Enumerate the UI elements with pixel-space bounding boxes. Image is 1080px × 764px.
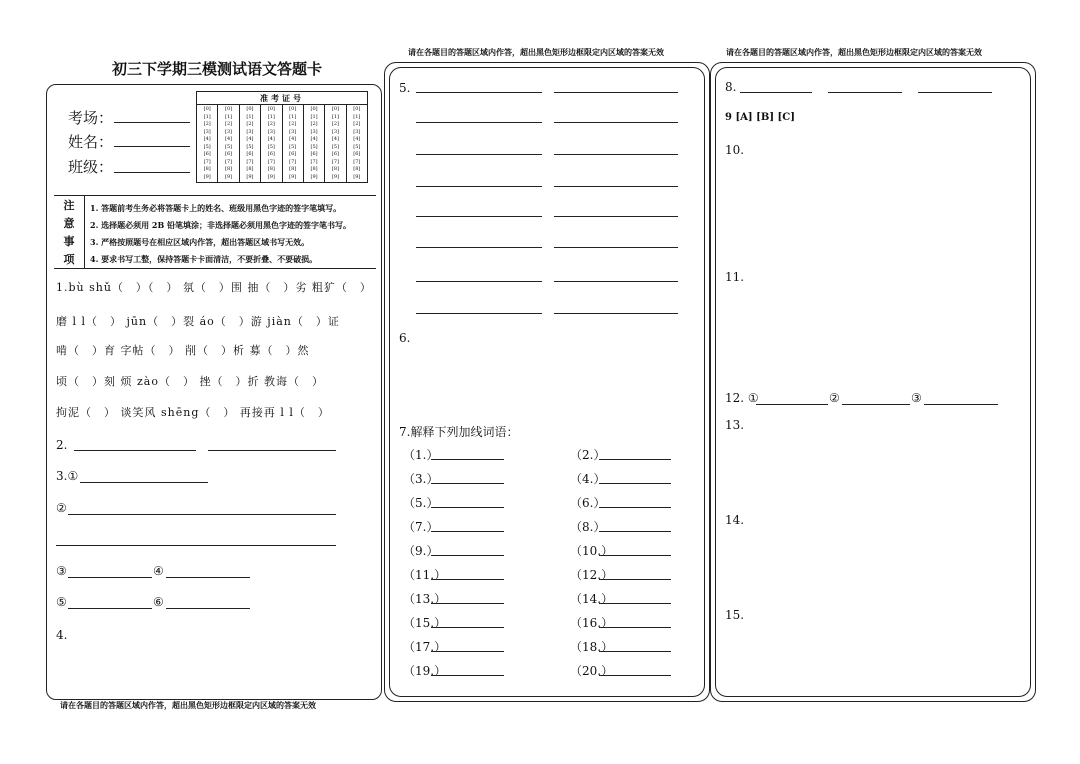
admission-digit-bubble[interactable]: [8] [267, 166, 275, 173]
admission-digit-bubble[interactable]: [4] [310, 136, 318, 143]
name-field[interactable] [114, 146, 190, 147]
admission-digit-column [218, 105, 239, 182]
admission-digit-bubble[interactable]: [4] [267, 136, 275, 143]
q7-item-label: （10.） [570, 544, 614, 558]
q12-answer-line[interactable] [756, 404, 828, 405]
admission-digit-bubble[interactable]: [5] [310, 143, 318, 150]
q7-answer-line[interactable] [431, 651, 504, 652]
notice-item: 4. 要求书写工整，保持答题卡卡面清洁，不要折叠、不要破损。 [90, 254, 318, 264]
q7-item-label: （1.） [403, 448, 439, 462]
q5-answer-line[interactable] [416, 216, 542, 217]
admission-digit-bubble[interactable]: [7] [267, 158, 275, 165]
admission-digit-column [325, 105, 346, 182]
admission-digit-bubble[interactable]: [5] [225, 143, 233, 150]
admission-digit-bubble[interactable]: [8] [225, 166, 233, 173]
q5-answer-line[interactable] [554, 154, 678, 155]
q13-label: 13. [725, 418, 745, 432]
q9-choices[interactable]: 9 [A] [B] [C] [725, 112, 795, 123]
q7-item-label: （3.） [403, 472, 439, 486]
admission-digit-bubble[interactable]: [6] [203, 151, 211, 158]
admission-digit-bubble[interactable]: [5] [267, 143, 275, 150]
q7-item-label: （7.） [403, 520, 439, 534]
admission-digit-bubble[interactable]: [4] [331, 136, 339, 143]
admission-number-grid [196, 91, 368, 183]
q5-label: 5. [399, 81, 411, 95]
admission-digit-bubble[interactable]: [8] [246, 166, 254, 173]
admission-digit-bubble[interactable]: [9] [310, 173, 318, 180]
q2-answer-line[interactable] [74, 450, 196, 451]
q2-answer-line[interactable] [208, 450, 336, 451]
q7-answer-line[interactable] [431, 531, 504, 532]
q7-answer-line[interactable] [431, 675, 504, 676]
q12-3-label: ③ [911, 391, 922, 405]
admission-digit-bubble[interactable]: [1] [246, 113, 254, 120]
q12-answer-line[interactable] [924, 404, 998, 405]
q8-label: 8. [725, 80, 737, 94]
admission-digit-bubble[interactable]: [2] [310, 121, 318, 128]
notice-list [90, 200, 376, 268]
admission-digit-bubble[interactable]: [8] [331, 166, 339, 173]
admission-digit-bubble[interactable]: [0] [289, 106, 297, 113]
page-title: 初三下学期三模测试语文答题卡 [112, 60, 323, 78]
q7-answer-line[interactable] [599, 531, 671, 532]
admission-digit-bubble[interactable]: [8] [310, 166, 318, 173]
q8-answer-line[interactable] [740, 92, 812, 93]
q7-item-label: （17.） [403, 640, 447, 654]
q3-answer-line[interactable] [166, 608, 250, 609]
q1-row: 磨 l l（ ） jūn（ ）裂 áo（ ）游 jiàn（ ）证 [56, 315, 340, 328]
q1-row: 拘泥（ ） 谈笑风 shēng（ ） 再接再 l l（ ） [56, 406, 330, 419]
q7-answer-line[interactable] [431, 459, 504, 460]
right-answer-panel-inner [715, 67, 1031, 697]
admission-digit-bubble[interactable]: [5] [331, 143, 339, 150]
name-label: 姓名： [68, 133, 114, 151]
q7-answer-line[interactable] [431, 483, 504, 484]
admission-digit-column [240, 105, 261, 182]
q5-answer-line[interactable] [554, 186, 678, 187]
admission-digit-bubble[interactable]: [7] [225, 158, 233, 165]
admission-digit-bubble[interactable]: [3] [331, 128, 339, 135]
admission-digit-bubble[interactable]: [9] [331, 173, 339, 180]
admission-digit-bubble[interactable]: [3] [267, 128, 275, 135]
admission-digit-column [197, 105, 218, 182]
q7-answer-line[interactable] [599, 483, 671, 484]
right-top-notice: 请在各题目的答题区域内作答，超出黑色矩形边框限定内区域的答案无效 [726, 47, 982, 57]
q10-label: 10. [725, 143, 745, 157]
q7-item-label: （8.） [570, 520, 606, 534]
q3-answer-line[interactable] [68, 514, 336, 515]
admission-digit-bubble[interactable]: [5] [246, 143, 254, 150]
q5-answer-line[interactable] [416, 154, 542, 155]
q3-3-label: ③ [56, 564, 67, 578]
q7-item-label: （13.） [403, 592, 447, 606]
admission-digit-bubble[interactable]: [6] [289, 151, 297, 158]
admission-digit-bubble[interactable]: [5] [289, 143, 297, 150]
admission-digit-column [304, 105, 325, 182]
q3-answer-line[interactable] [68, 608, 152, 609]
q7-item-label: （6.） [570, 496, 606, 510]
admission-digit-bubble[interactable]: [1] [289, 113, 297, 120]
q3-6-label: ⑥ [153, 595, 164, 609]
q7-answer-line[interactable] [599, 627, 671, 628]
admission-digit-bubble[interactable]: [7] [331, 158, 339, 165]
class-label: 班级： [68, 158, 114, 176]
q3-1-label: 3.① [56, 469, 79, 483]
admission-digit-bubble[interactable]: [2] [289, 121, 297, 128]
q7-answer-line[interactable] [599, 507, 671, 508]
admission-digit-bubble[interactable]: [4] [203, 136, 211, 143]
q7-item-label: （11.） [403, 568, 447, 582]
admission-number-title: 准考证号 [197, 92, 367, 105]
q7-answer-line[interactable] [599, 555, 671, 556]
q7-item-label: （16.） [570, 616, 614, 630]
admission-digit-bubble[interactable]: [1] [267, 113, 275, 120]
admission-digit-bubble[interactable]: [3] [310, 128, 318, 135]
q5-answer-line[interactable] [554, 247, 678, 248]
admission-digit-bubble[interactable]: [6] [225, 151, 233, 158]
q7-item-label: （19.） [403, 664, 447, 678]
q7-label: 7.解释下列加线词语： [399, 425, 519, 439]
q3-answer-line[interactable] [56, 545, 336, 546]
q8-answer-line[interactable] [918, 92, 992, 93]
exam-room-label: 考场： [68, 109, 114, 127]
q7-answer-line[interactable] [599, 459, 671, 460]
q3-answer-line[interactable] [166, 577, 250, 578]
q5-answer-line[interactable] [554, 122, 678, 123]
admission-digit-bubble[interactable]: [6] [310, 151, 318, 158]
admission-digit-bubble[interactable]: [9] [353, 173, 361, 180]
q7-answer-line[interactable] [599, 675, 671, 676]
admission-digit-column [261, 105, 282, 182]
middle-top-notice: 请在各题目的答题区域内作答，超出黑色矩形边框限定内区域的答案无效 [408, 47, 664, 57]
admission-digit-column [347, 105, 367, 182]
exam-room-field[interactable] [114, 122, 190, 123]
q7-answer-line[interactable] [599, 651, 671, 652]
q1-row: 啃（ ）育 字帖（ ） 削（ ）析 募（ ）然 [56, 344, 310, 357]
q15-label: 15. [725, 608, 745, 622]
admission-digit-bubble[interactable]: [3] [289, 128, 297, 135]
q7-answer-line[interactable] [431, 579, 504, 580]
q12-2-label: ② [829, 391, 840, 405]
q7-item-label: （12.） [570, 568, 614, 582]
q7-item-label: （2.） [570, 448, 606, 462]
admission-digit-bubble[interactable]: [4] [246, 136, 254, 143]
admission-digit-bubble[interactable]: [9] [246, 173, 254, 180]
notice-item: 1. 答题前考生务必将答题卡上的姓名、班级用黑色字迹的签字笔填写。 [90, 203, 342, 213]
admission-digit-bubble[interactable]: [8] [353, 166, 361, 173]
admission-digit-bubble[interactable]: [1] [310, 113, 318, 120]
admission-digit-bubble[interactable]: [0] [331, 106, 339, 113]
admission-digit-bubble[interactable]: [1] [203, 113, 211, 120]
admission-digit-bubble[interactable]: [7] [203, 158, 211, 165]
q5-answer-line[interactable] [416, 247, 542, 248]
admission-digit-bubble[interactable]: [5] [203, 143, 211, 150]
q5-answer-line[interactable] [554, 216, 678, 217]
admission-digit-bubble[interactable]: [1] [225, 113, 233, 120]
admission-digit-bubble[interactable]: [4] [225, 136, 233, 143]
q7-answer-line[interactable] [599, 579, 671, 580]
admission-digit-bubble[interactable]: [9] [267, 173, 275, 180]
q5-answer-line[interactable] [554, 92, 678, 93]
admission-digit-bubble[interactable]: [3] [246, 128, 254, 135]
admission-digit-bubble[interactable]: [0] [310, 106, 318, 113]
admission-digit-bubble[interactable]: [6] [353, 151, 361, 158]
admission-digit-bubble[interactable]: [2] [225, 121, 233, 128]
q7-item-label: （9.） [403, 544, 439, 558]
admission-digit-bubble[interactable]: [9] [289, 173, 297, 180]
q7-answer-line[interactable] [431, 603, 504, 604]
q7-item-label: （20.） [570, 664, 614, 678]
q7-answer-line[interactable] [431, 627, 504, 628]
admission-digit-bubble[interactable]: [6] [267, 151, 275, 158]
notice-side-label: 注 意 事 项 [54, 196, 85, 268]
q7-answer-line[interactable] [431, 507, 504, 508]
q5-answer-line[interactable] [416, 281, 542, 282]
admission-digit-bubble[interactable]: [7] [310, 158, 318, 165]
admission-digit-bubble[interactable]: [5] [353, 143, 361, 150]
admission-digit-bubble[interactable]: [9] [225, 173, 233, 180]
q5-answer-line[interactable] [554, 313, 678, 314]
q3-5-label: ⑤ [56, 595, 67, 609]
admission-digit-bubble[interactable]: [0] [225, 106, 233, 113]
notice-box [54, 195, 376, 269]
bottom-notice: 请在各题目的答题区域内作答，超出黑色矩形边框限定内区域的答案无效 [60, 700, 316, 710]
q12-label: 12. ① [725, 391, 759, 405]
admission-digit-bubble[interactable]: [4] [353, 136, 361, 143]
q1-row: 1.bù shǔ（ ）（ ） 氛（ ）围 抽（ ）劣 粗犷（ ） [56, 281, 372, 294]
q5-answer-line[interactable] [416, 313, 542, 314]
admission-digit-bubble[interactable]: [0] [353, 106, 361, 113]
q4-label: 4. [56, 628, 68, 642]
admission-digit-bubble[interactable]: [2] [331, 121, 339, 128]
q5-answer-line[interactable] [416, 122, 542, 123]
admission-digit-bubble[interactable]: [0] [267, 106, 275, 113]
admission-digit-bubble[interactable]: [0] [246, 106, 254, 113]
q7-item-label: （18.） [570, 640, 614, 654]
q7-item-label: （14.） [570, 592, 614, 606]
admission-digit-bubble[interactable]: [2] [267, 121, 275, 128]
admission-digit-bubble[interactable]: [6] [246, 151, 254, 158]
q3-2-label: ② [56, 501, 67, 515]
admission-digit-bubble[interactable]: [3] [203, 128, 211, 135]
q3-answer-line[interactable] [68, 577, 152, 578]
q11-label: 11. [725, 270, 745, 284]
admission-digit-bubble[interactable]: [9] [203, 173, 211, 180]
q7-answer-line[interactable] [431, 555, 504, 556]
q3-4-label: ④ [153, 564, 164, 578]
q5-answer-line[interactable] [416, 186, 542, 187]
admission-digit-bubble[interactable]: [2] [246, 121, 254, 128]
q6-label: 6. [399, 331, 411, 345]
admission-digit-bubble[interactable]: [6] [331, 151, 339, 158]
q8-answer-line[interactable] [828, 92, 902, 93]
admission-digit-column [283, 105, 304, 182]
admission-digit-bubble[interactable]: [8] [203, 166, 211, 173]
q12-answer-line[interactable] [842, 404, 910, 405]
admission-digit-bubble[interactable]: [7] [289, 158, 297, 165]
q3-answer-line[interactable] [80, 482, 208, 483]
admission-digit-bubble[interactable]: [1] [353, 113, 361, 120]
admission-digit-bubble[interactable]: [2] [203, 121, 211, 128]
q7-item-label: （4.） [570, 472, 606, 486]
admission-digit-bubble[interactable]: [2] [353, 121, 361, 128]
q7-item-label: （5.） [403, 496, 439, 510]
q5-answer-line[interactable] [416, 92, 542, 93]
class-field[interactable] [114, 172, 190, 173]
admission-digit-bubble[interactable]: [7] [246, 158, 254, 165]
q5-answer-line[interactable] [554, 281, 678, 282]
q7-item-label: （15.） [403, 616, 447, 630]
q1-row: 顷（ ）刻 烦 zào（ ） 挫（ ）折 教诲（ ） [56, 375, 324, 388]
notice-item: 3. 严格按照题号在相应区域内作答，超出答题区域书写无效。 [90, 237, 310, 247]
notice-item: 2. 选择题必须用 2B 铅笔填涂；非选择题必须用黑色字迹的签字笔书写。 [90, 220, 352, 230]
admission-digit-bubble[interactable]: [3] [225, 128, 233, 135]
admission-digit-bubble[interactable]: [3] [353, 128, 361, 135]
admission-digit-bubble[interactable]: [4] [289, 136, 297, 143]
q2-label: 2. [56, 438, 68, 452]
admission-digit-bubble[interactable]: [0] [203, 106, 211, 113]
admission-digit-bubble[interactable]: [7] [353, 158, 361, 165]
q7-answer-line[interactable] [599, 603, 671, 604]
q14-label: 14. [725, 513, 745, 527]
admission-digit-bubble[interactable]: [1] [331, 113, 339, 120]
admission-digit-bubble[interactable]: [8] [289, 166, 297, 173]
